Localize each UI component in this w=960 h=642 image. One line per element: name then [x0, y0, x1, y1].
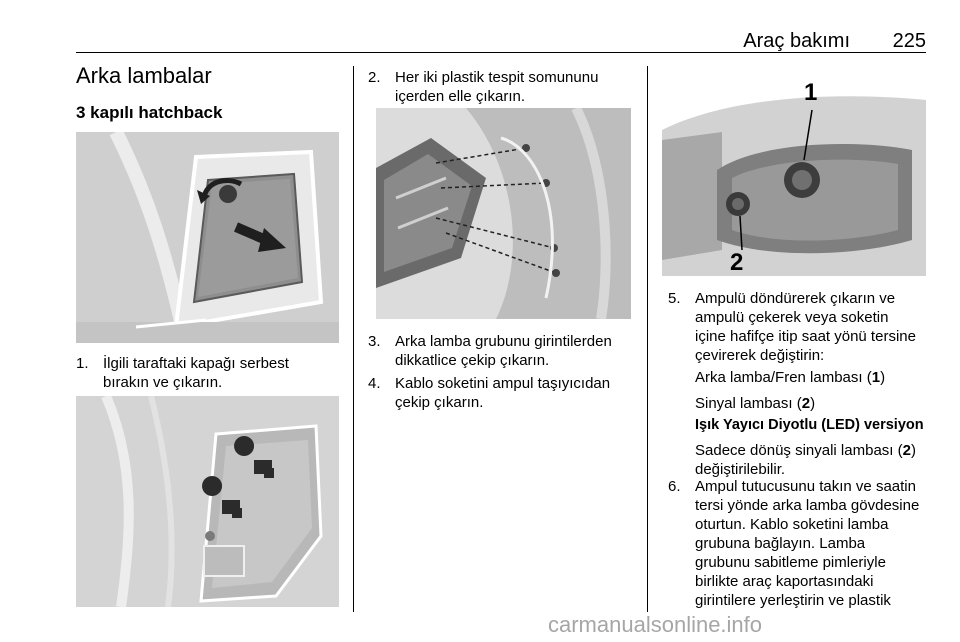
step-text-line: Ampulü döndürerek çıkarın ve: [695, 290, 896, 307]
header-section-title: Araç bakımı: [743, 30, 850, 52]
callout-label-1: 1: [804, 79, 818, 106]
bulb-signal-ref: 2: [801, 395, 811, 412]
step-text-line: grubunu sabitleme pimleriyle: [695, 554, 886, 571]
running-header: [76, 30, 926, 52]
step-text-line: birlikte araç kaportasındaki: [695, 573, 874, 590]
subsection-heading: 3 kapılı hatchback: [76, 103, 223, 122]
step-number: 1.: [76, 355, 89, 372]
column-divider-left: [353, 66, 354, 612]
figure-cover-removal: [76, 132, 339, 343]
bulb-signal: [695, 394, 815, 413]
watermark: carmanualsonline.info: [548, 612, 763, 637]
led-version-note: [695, 441, 916, 479]
step-text-line: tersi yönde arka lamba gövdesine: [695, 497, 920, 514]
bulb-brake-ref: 1: [871, 369, 881, 386]
step-text-line: oturtun. Kablo soketini lamba: [695, 516, 889, 533]
step-text-line: Arka lamba grubunu girintilerden: [395, 333, 612, 350]
led-note-ref: 2: [902, 442, 911, 459]
step-text-line: İlgili taraftaki kapağı serbest: [103, 355, 289, 372]
step-number: 3.: [368, 333, 381, 350]
step-number: 5.: [668, 290, 681, 307]
step-text-line: bırakın ve çıkarın.: [103, 374, 223, 391]
step-number: 2.: [368, 69, 381, 86]
figure-nut-removal: [376, 108, 631, 319]
step-text-line: çekip çıkarın.: [395, 394, 484, 411]
step-text-line: Kablo soketini ampul taşıyıcıdan: [395, 375, 611, 392]
bulb-signal-label: Sinyal lambası (: [695, 395, 802, 412]
led-note-close: ): [910, 442, 916, 459]
step-text-line: Ampul tutucusunu takın ve saatin: [695, 478, 916, 495]
led-version-heading: Işık Yayıcı Diyotlu (LED) versiyon: [695, 417, 924, 433]
header-page-number: 225: [892, 30, 926, 52]
bulb-brake-close: ): [880, 369, 886, 386]
led-note-line2: değiştirilebilir.: [695, 461, 786, 478]
step-text-line: içine hafifçe itip saat yönü tersine: [695, 328, 916, 345]
step-text-line: çevirerek değiştirin:: [695, 347, 825, 364]
step-text-line: Her iki plastik tespit somununu: [395, 69, 599, 86]
step-number: 4.: [368, 375, 381, 392]
bulb-brake-label: Arka lamba/Fren lambası (: [695, 369, 872, 386]
bulb-signal-close: ): [810, 395, 816, 412]
header-rule: [76, 52, 926, 53]
step-text-line: dikkatlice çekip çıkarın.: [395, 352, 550, 369]
bulb-brake: [695, 368, 885, 387]
column-divider-right: [647, 66, 648, 612]
figure-lamp-access: [76, 396, 339, 607]
callout-label-2: 2: [730, 249, 744, 276]
step-number: 6.: [668, 478, 681, 495]
led-note-text: Sadece dönüş sinyali lambası (: [695, 442, 903, 459]
section-heading: Arka lambalar: [76, 63, 212, 88]
step-text-line: ampulü çekerek veya soketin: [695, 309, 889, 326]
step-text-line: grubuna bağlayın. Lamba: [695, 535, 866, 552]
step-text-line: içerden elle çıkarın.: [395, 88, 526, 105]
step-text-line: girintilere yerleştirin ve plastik: [695, 592, 891, 609]
figure-bulb-positions: [662, 70, 926, 276]
